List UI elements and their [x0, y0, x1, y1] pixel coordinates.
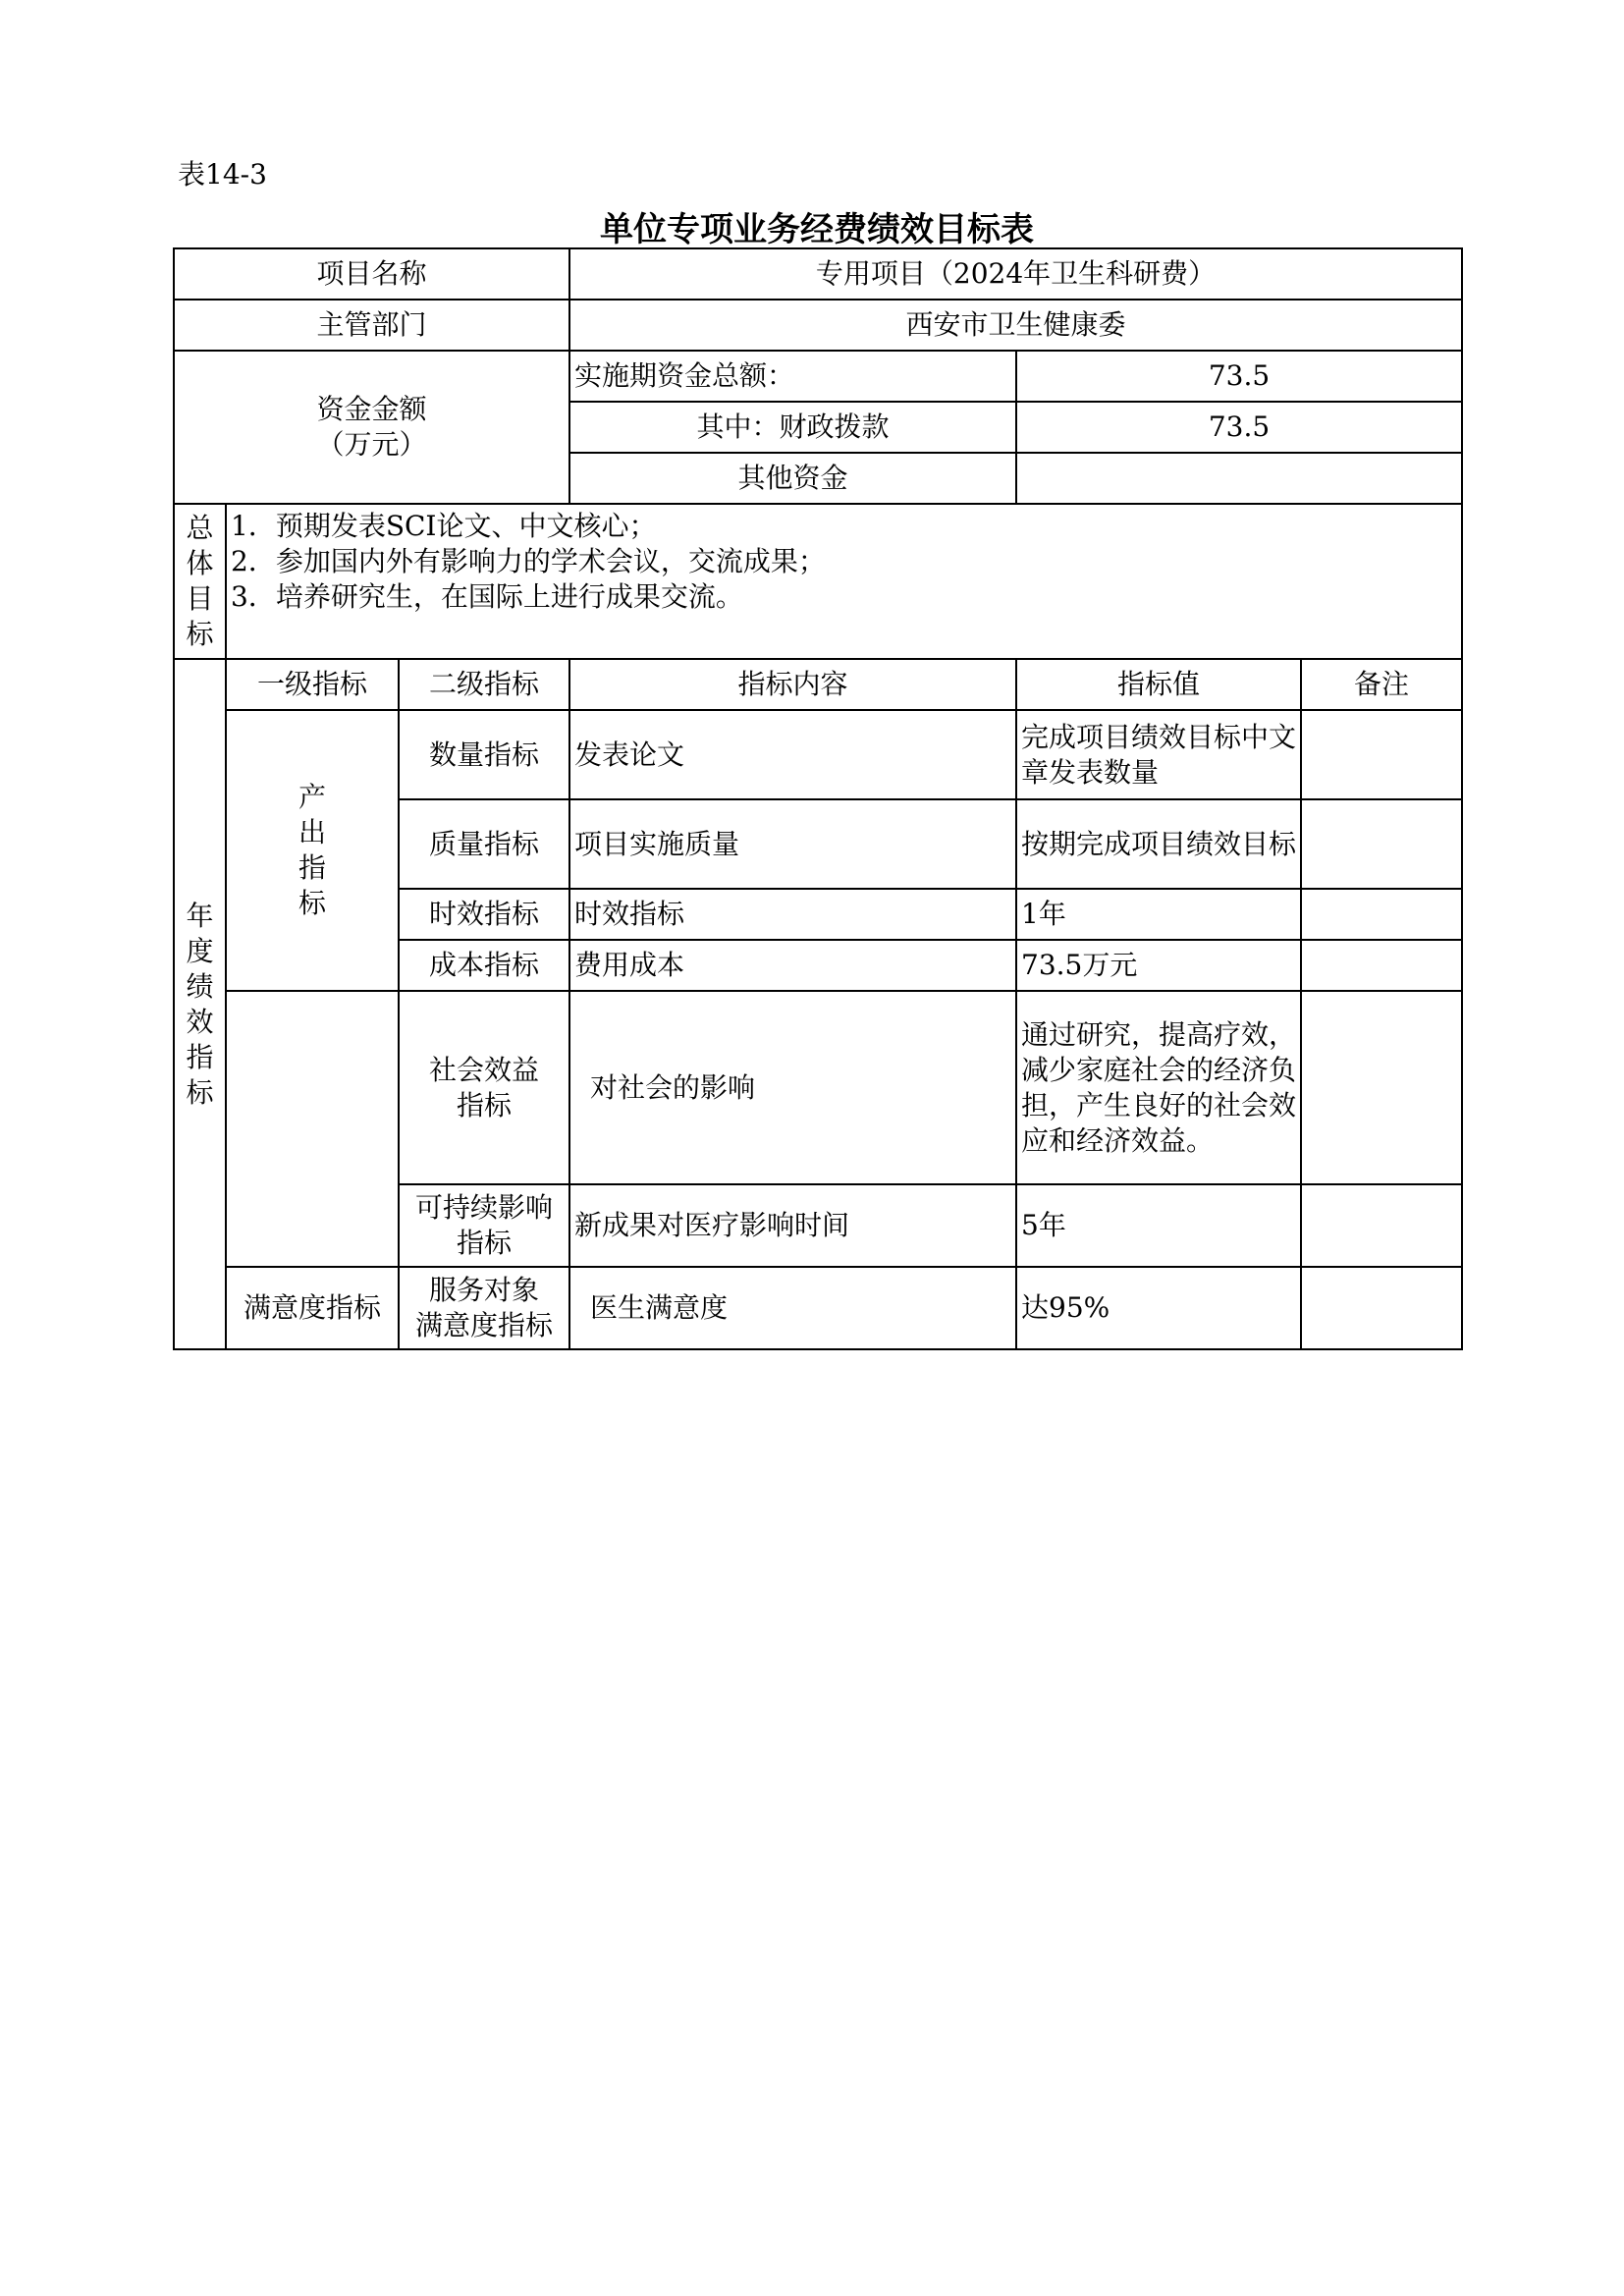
- satisfaction-level1: 满意度指标: [226, 1267, 399, 1349]
- level2-line: 服务对象: [428, 1274, 539, 1306]
- annual-header-row: [174, 659, 1462, 710]
- annual-label-char: 效: [186, 1005, 214, 1038]
- level2-line: 社会效益: [428, 1053, 539, 1086]
- overall-goal-content: [226, 504, 1462, 659]
- header-remark: 备注: [1301, 659, 1462, 710]
- remark-cell: [1301, 710, 1462, 799]
- annual-label-char: 度: [186, 934, 214, 967]
- overall-goal-line: 1．预期发表SCI论文、中文核心；: [231, 510, 657, 542]
- output-label-char: 指: [298, 851, 326, 884]
- output-label-char: 标: [298, 887, 326, 919]
- output-label: [226, 710, 399, 991]
- remark-cell: [1301, 1267, 1462, 1349]
- level2-cell: 质量指标: [399, 799, 569, 889]
- department-row: [174, 300, 1462, 351]
- benefit-row-social: [174, 991, 1462, 1184]
- overall-goal-label-char: 目: [186, 582, 214, 615]
- overall-goal-label-char: 总: [186, 512, 214, 544]
- overall-goal-line: 3．培养研究生，在国际上进行成果交流。: [231, 580, 743, 613]
- level2-cell: 时效指标: [399, 889, 569, 940]
- project-label: 项目名称: [174, 248, 569, 300]
- value-cell: 通过研究，提高疗效，减少家庭社会的经济负担，产生良好的社会效应和经济效益。: [1016, 991, 1301, 1184]
- value-cell: 1年: [1016, 889, 1301, 940]
- level2-cell: [399, 1267, 569, 1349]
- header-value: 指标值: [1016, 659, 1301, 710]
- project-row: [174, 248, 1462, 300]
- funds-other-label: 其他资金: [569, 453, 1016, 504]
- funds-total-row: [174, 351, 1462, 402]
- value-cell: 达95%: [1016, 1267, 1301, 1349]
- remark-cell: [1301, 799, 1462, 889]
- annual-label: [174, 659, 226, 1349]
- department-label: 主管部门: [174, 300, 569, 351]
- content-cell: 项目实施质量: [569, 799, 1016, 889]
- content-cell: 医生满意度: [569, 1267, 1016, 1349]
- overall-goal-label-char: 体: [186, 547, 214, 579]
- document-title: 单位专项业务经费绩效目标表: [600, 210, 1034, 249]
- annual-label-char: 绩: [186, 969, 214, 1003]
- funds-fiscal-label: 其中：财政拨款: [569, 402, 1016, 453]
- content-cell: 费用成本: [569, 940, 1016, 991]
- annual-label-char: 指: [186, 1040, 214, 1073]
- overall-goal-label: [174, 504, 226, 659]
- annual-label-char: 标: [186, 1075, 214, 1109]
- department-value: 西安市卫生健康委: [569, 300, 1462, 351]
- satisfaction-row: [174, 1267, 1462, 1349]
- header-level2: 二级指标: [399, 659, 569, 710]
- content-cell: 新成果对医疗影响时间: [569, 1184, 1016, 1267]
- level2-line: 满意度指标: [414, 1309, 553, 1341]
- content-cell: 对社会的影响: [569, 991, 1016, 1184]
- output-row-quantity: [174, 710, 1462, 799]
- value-cell: 73.5万元: [1016, 940, 1301, 991]
- overall-goal-label-char: 标: [186, 618, 214, 650]
- level2-line: 可持续影响: [414, 1191, 553, 1224]
- project-value: 专用项目（2024年卫生科研费）: [569, 248, 1462, 300]
- level2-cell: [399, 991, 569, 1184]
- level2-line: 指标: [456, 1227, 512, 1259]
- remark-cell: [1301, 940, 1462, 991]
- funds-other-value: [1016, 453, 1462, 504]
- funds-label-line1: 资金金额: [316, 393, 427, 425]
- annual-label-char: 年: [186, 899, 214, 932]
- content-cell: 时效指标: [569, 889, 1016, 940]
- value-cell: 完成项目绩效目标中文章发表数量: [1016, 710, 1301, 799]
- remark-cell: [1301, 991, 1462, 1184]
- output-label-char: 出: [298, 816, 326, 848]
- funds-label: [174, 351, 569, 504]
- overall-goal-row: [174, 504, 1462, 659]
- overall-goal-line: 2．参加国内外有影响力的学术会议，交流成果；: [231, 545, 826, 577]
- value-cell: 按期完成项目绩效目标: [1016, 799, 1301, 889]
- performance-table: [173, 247, 1463, 1350]
- benefit-label: [226, 991, 399, 1267]
- funds-total-value: 73.5: [1016, 351, 1462, 402]
- level2-cell: 数量指标: [399, 710, 569, 799]
- level2-line: 指标: [456, 1088, 512, 1121]
- table-number: 表14-3: [178, 158, 267, 191]
- remark-cell: [1301, 889, 1462, 940]
- value-cell: 5年: [1016, 1184, 1301, 1267]
- level2-cell: [399, 1184, 569, 1267]
- funds-total-label: 实施期资金总额：: [569, 351, 1016, 402]
- output-label-char: 产: [298, 781, 326, 813]
- funds-fiscal-value: 73.5: [1016, 402, 1462, 453]
- header-content: 指标内容: [569, 659, 1016, 710]
- funds-label-line2: （万元）: [316, 428, 427, 461]
- header-level1: 一级指标: [226, 659, 399, 710]
- remark-cell: [1301, 1184, 1462, 1267]
- level2-cell: 成本指标: [399, 940, 569, 991]
- content-cell: 发表论文: [569, 710, 1016, 799]
